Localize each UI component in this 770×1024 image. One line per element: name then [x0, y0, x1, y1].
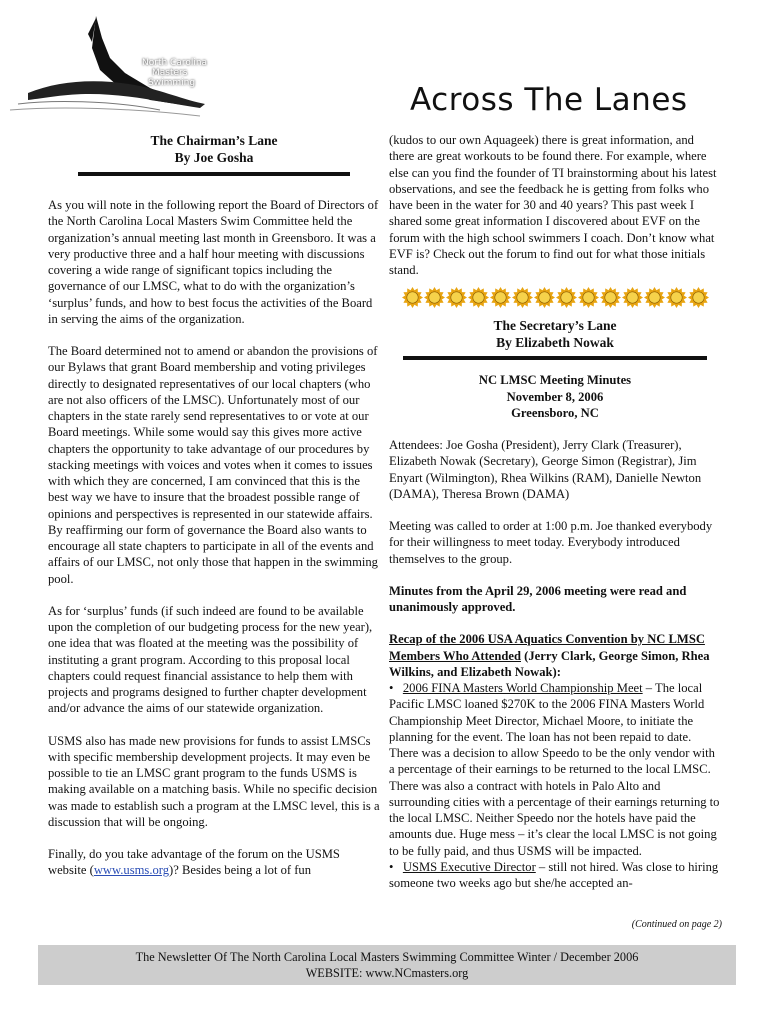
sun-star-icon — [666, 287, 687, 308]
final-text-after: )? Besides being a lot of fun — [169, 863, 312, 878]
sun-star-icon — [534, 287, 555, 308]
sun-star-icon — [644, 287, 665, 308]
recap-heading-rest: (Jerry Clark, George Simon, Rhea Wilkins, and Elizabeth Nowak): — [389, 648, 710, 679]
minutes-approved: Minutes from the April 29, 2006 meeting were read and unanimously approved. — [389, 583, 687, 614]
chairman-paragraph-2: The Board determined not to amend or abandon the provisions of our Bylaws that grant Board membership and voting privileges directly to designated representatives of our local chapters (who are not also officers of the LMSC). Unfortunately most of our chapters in the state rarely send representatives to or vote at our Board meetings. While some would say this gives more active chapters the opportunity to take advantage of our procedures by stacking meetings with voices and votes when it comes to issues with which they are concerned, I am convinced that this is the best way we have to insure that the broadest possible range of opinions and perspectives is represented in our statewide affairs. By reaffirming our form of governance the Board also wants to encourage all state chapters to participate in all of the events and affairs of our LMSC, not only those that happen in the swimming pool. — [48, 344, 378, 586]
sun-star-icon — [578, 287, 599, 308]
sun-star-icon — [600, 287, 621, 308]
secretary-byline: By Elizabeth Nowak — [496, 335, 614, 351]
bullet-item-director — [389, 859, 721, 892]
heading-rule — [78, 172, 350, 176]
continued-note: (Continued on page 2) — [631, 919, 722, 930]
newsletter-title: Across The Lanes — [410, 82, 688, 118]
chairman-paragraph-5 — [48, 846, 380, 879]
chairman-byline: By Joe Gosha — [174, 150, 254, 165]
chairman-heading: The Chairman’s Lane — [150, 133, 278, 148]
sun-star-icon — [688, 287, 709, 308]
chairman-paragraph-3: As for ‘surplus’ funds (if such indeed are found to be available upon the completion of our budgeting process for the new year), one idea that was floated at the meeting was the possibility of instituting a grant program. According to this proposal local chapters could request financial assistance to help them with projects and programs designed to further chapter development and/or advance the aims of our statewide organization. — [48, 603, 373, 716]
forum-continuation: (kudos to our own Aquageek) there is great information, and there are great workouts to be found there. For example, where else can you find the founder of TI brainstorming about his latest observations, and see the feedback he is getting from folks who have been in the water for 30 and 40 years? This past week I shared some great information I discovered about EVF on the forum with the high school swimmers I coach. Don’t know what EVF is? Check out the forum to find out for what those initials stand. — [389, 133, 717, 277]
sun-star-icon — [468, 287, 489, 308]
secretary-heading: The Secretary’s Lane — [493, 318, 617, 334]
bullet-icon: • — [389, 859, 403, 874]
sun-star-icon — [622, 287, 643, 308]
usms-link[interactable]: www.usms.org — [93, 863, 170, 878]
footer-line-1: The Newsletter Of The North Carolina Local Masters Swimming Committee Winter / December 2006 — [135, 950, 639, 964]
recap-heading-underlined: Recap of the 2006 USA Aquatics Convention by NC LMSC Members Who Attended — [389, 632, 705, 663]
minutes-title: NC LMSC Meeting Minutes — [478, 373, 632, 388]
bullet-fina-title: 2006 FINA Masters World Championship Meet — [402, 681, 643, 695]
sun-star-icon — [490, 287, 511, 308]
footer-website: WEBSITE: www.NCmasters.org — [305, 966, 469, 980]
sun-star-icon — [424, 287, 445, 308]
sun-star-icon — [512, 287, 533, 308]
right-column — [389, 132, 721, 891]
chairman-article — [48, 132, 380, 879]
chairman-paragraph-4: USMS also has made new provisions for funds to assist LMSCs with specific membership development projects. It may even be possible to tie an LMSC grant program to the funds USMS is making available on a matching basis. While no specific decision was made to establish such a program at the LMSC level, this is a discussion that will be ongoing. — [48, 733, 380, 829]
sun-star-icon — [402, 287, 423, 308]
logo-text-line2: Masters — [152, 68, 188, 78]
bullet-director-text: – still not hired. Was close to hiring someone two weeks ago but she/he accepted an- — [389, 859, 719, 890]
sun-star-icon — [556, 287, 577, 308]
chairman-paragraph-1: As you will note in the following report the Board of Directors of the North Carolina Local Masters Swim Committee held the organization’s annual meeting last month in Greensboro. It was a very productive three and a half hour meeting with discussions covering a wide range of significant topics including the governance of our LMSC, what to do with the organization’s ‘surplus’ funds, and how to best focus the activities of the Board in serving the aims of the organization. — [48, 198, 379, 326]
newsletter-footer — [38, 945, 736, 985]
minutes-place: Greensboro, NC — [511, 405, 599, 420]
star-divider — [389, 287, 721, 308]
logo-text-line1: North Carolina — [142, 58, 208, 68]
recap-heading — [389, 631, 721, 680]
final-text-before: Finally, do you take advantage of the forum on the USMS website ( — [48, 847, 340, 878]
attendees: Attendees: Joe Gosha (President), Jerry Clark (Treasurer), Elizabeth Nowak (Secretary), George Simon (Registrar), Jim Enyart (Wilmington), Rhea Wilkins (RAM), Danielle Newton (DAMA), Theresa Brown (DAMA) — [389, 438, 702, 501]
swimmer-logo — [0, 8, 230, 128]
heading-rule — [403, 356, 707, 360]
bullet-item-fina — [389, 680, 721, 859]
bullet-icon: • — [389, 681, 403, 695]
sun-star-icon — [446, 287, 467, 308]
bullet-director-title: USMS Executive Director — [402, 859, 536, 874]
minutes-date: November 8, 2006 — [506, 389, 604, 404]
bullet-fina-text: – The local Pacific LMSC loaned $270K to the 2006 FINA Masters World Championship Meet Director, Michael Moore, to initiate the planning for the event. The loan has not been repaid to date. There was a decision to allow Speedo to be the only vendor with a percentage of their earnings to be returned to the local LMSC. There was also a contract with hotels in Palo Alto and surrounding cities with a percentage of their earnings returning to the local LMSC. Neither Speedo nor the hotels have paid the amounts due. Huge mess – it’s clear the local LMSC is not going to be fully paid, and thus USMS will be impacted. — [389, 681, 720, 858]
call-to-order: Meeting was called to order at 1:00 p.m. Joe thanked everybody for their willingness to meet today. Everybody introduced themselves to the group. — [389, 519, 713, 566]
logo-text-line3: Swimming — [148, 78, 196, 88]
